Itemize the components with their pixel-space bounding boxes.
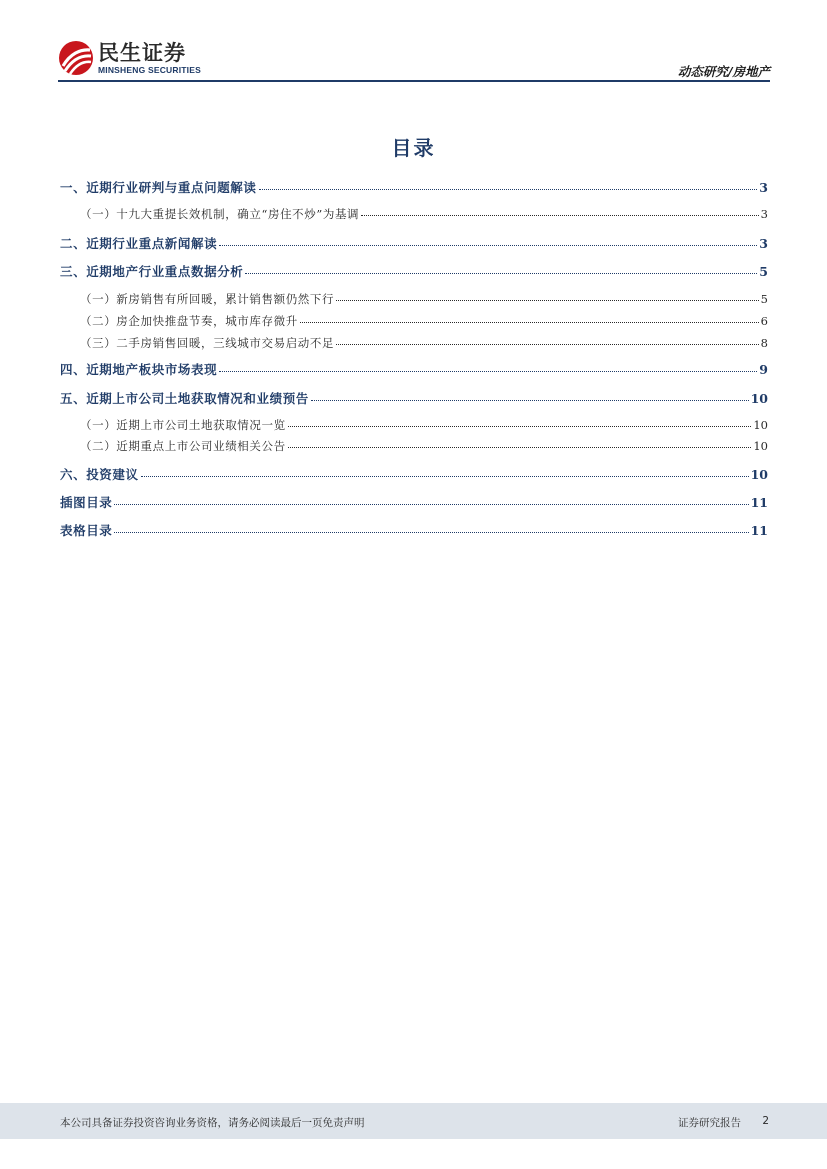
toc-entry-label: 四、近期地产板块市场表现 — [60, 362, 218, 377]
toc-dot-leader — [114, 504, 748, 505]
toc-entry[interactable] — [60, 521, 768, 539]
toc-entry-page: 8 — [760, 336, 768, 350]
page-footer — [0, 1103, 827, 1139]
footer-page-number: 2 — [762, 1115, 769, 1127]
toc-entry-label: （一）十九大重提长效机制，确立“房住不炒”为基调 — [80, 207, 360, 221]
toc-subentry[interactable] — [60, 417, 768, 433]
logo-english-name: MINSHENG SECURITIES — [98, 65, 201, 75]
company-logo — [58, 38, 201, 78]
toc-entry-label: （二）近期重点上市公司业绩相关公告 — [80, 439, 286, 453]
footer-report-type: 证券研究报告 — [678, 1117, 741, 1129]
footer-disclaimer: 本公司具备证券投资咨询业务资格，请务必阅读最后一页免责声明 — [60, 1117, 365, 1129]
logo-chinese-name: 民生证券 — [98, 41, 186, 65]
toc-entry-page: 6 — [760, 314, 768, 328]
toc-entry-page: 5 — [759, 264, 768, 279]
toc-entry-label: 一、近期行业研判与重点问题解读 — [60, 180, 257, 195]
toc-entry-page: 11 — [750, 495, 768, 510]
toc-subentry[interactable] — [60, 313, 768, 329]
toc-entry-label: （三）二手房销售回暖，三线城市交易启动不足 — [80, 336, 335, 350]
toc-entry-page: 3 — [759, 236, 768, 251]
minsheng-logo-icon — [58, 40, 94, 76]
toc-entry-page: 3 — [759, 180, 768, 195]
header-divider — [58, 80, 770, 82]
toc-entry-label: 三、近期地产行业重点数据分析 — [60, 264, 244, 279]
toc-entry-label: （一）近期上市公司土地获取情况一览 — [80, 418, 286, 432]
toc-entry[interactable] — [60, 360, 768, 378]
toc-entry-page: 9 — [759, 362, 768, 377]
toc-dot-leader — [336, 344, 759, 345]
toc-entry-page: 10 — [753, 439, 768, 453]
toc-dot-leader — [288, 426, 752, 427]
toc-dot-leader — [259, 189, 758, 190]
toc-entry-label: （二）房企加快推盘节奏，城市库存微升 — [80, 314, 298, 328]
toc-dot-leader — [311, 400, 749, 401]
toc-dot-leader — [114, 532, 748, 533]
toc-entry-label: 二、近期行业重点新闻解读 — [60, 236, 218, 251]
toc-entry[interactable] — [60, 178, 768, 196]
toc-entry-page: 10 — [750, 391, 768, 406]
toc-entry-page: 10 — [750, 467, 768, 482]
toc-dot-leader — [245, 273, 757, 274]
toc-entry-page: 10 — [753, 418, 768, 432]
toc-title: 目录 — [391, 136, 436, 160]
toc-subentry[interactable] — [60, 291, 768, 307]
toc-dot-leader — [361, 215, 759, 216]
toc-subentry[interactable] — [60, 206, 768, 222]
toc-entry-page: 5 — [760, 292, 768, 306]
toc-dot-leader — [219, 371, 757, 372]
toc-entry[interactable] — [60, 262, 768, 280]
toc-dot-leader — [300, 322, 759, 323]
toc-dot-leader — [219, 245, 757, 246]
toc-entry-label: 五、近期上市公司土地获取情况和业绩预告 — [60, 391, 309, 406]
toc-entry-label: 六、投资建议 — [60, 467, 139, 482]
toc-entry[interactable] — [60, 389, 768, 407]
toc-entry[interactable] — [60, 465, 768, 483]
toc-dot-leader — [288, 447, 752, 448]
report-section-label: 动态研究/房地产 — [677, 64, 770, 79]
toc-subentry[interactable] — [60, 438, 768, 454]
toc-subentry[interactable] — [60, 335, 768, 351]
toc-entry-label: 表格目录 — [60, 523, 113, 538]
toc-entry[interactable] — [60, 493, 768, 511]
toc-entry-label: 插图目录 — [60, 495, 113, 510]
toc-entry-label: （一）新房销售有所回暖，累计销售额仍然下行 — [80, 292, 335, 306]
toc-entry[interactable] — [60, 234, 768, 252]
toc-dot-leader — [141, 476, 749, 477]
page-header — [58, 38, 770, 82]
toc-entry-page: 11 — [750, 523, 768, 538]
toc-entry-page: 3 — [760, 207, 768, 221]
toc-dot-leader — [336, 300, 759, 301]
